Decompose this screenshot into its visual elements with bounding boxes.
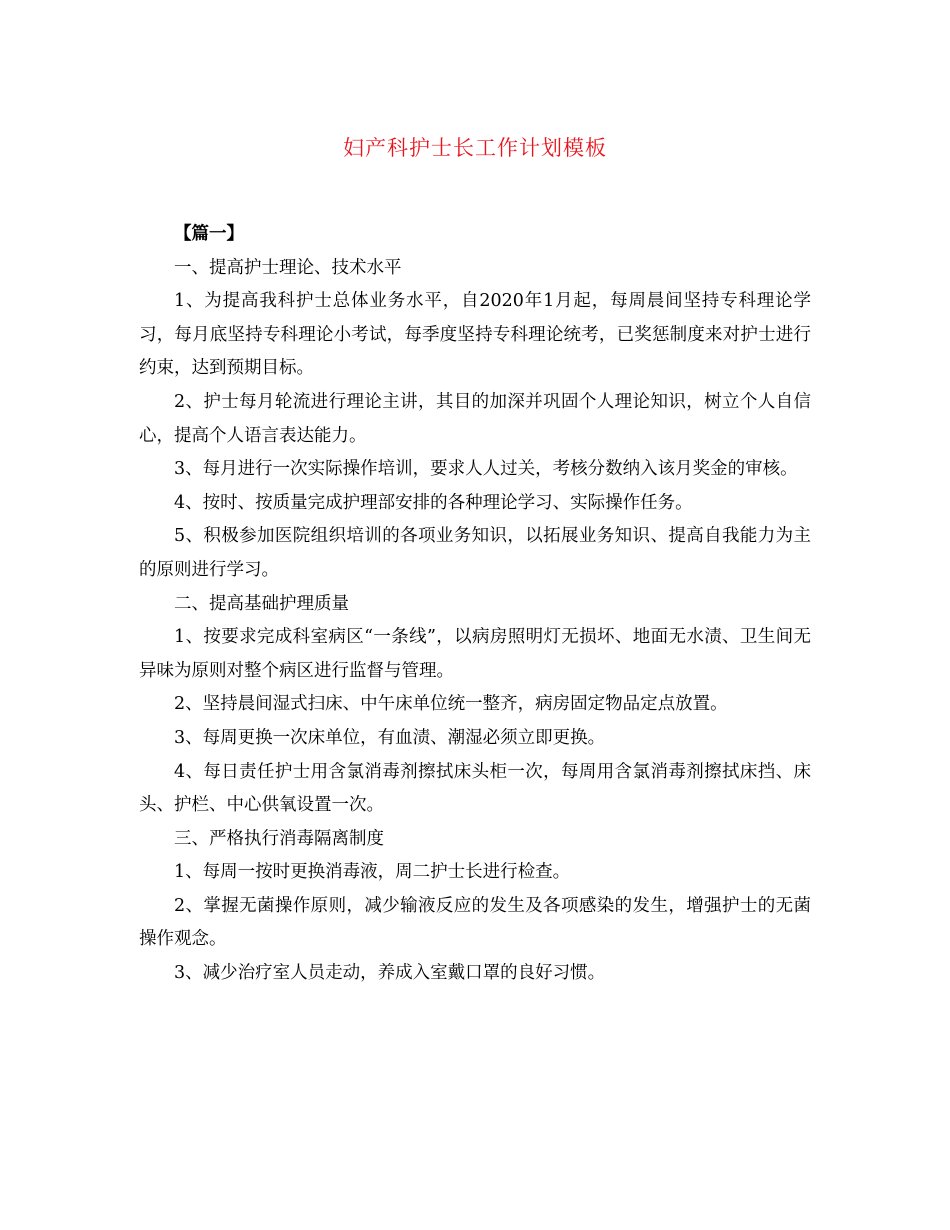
section-label: 【篇一】: [174, 224, 244, 244]
paragraph: 2、坚持晨间湿式扫床、中午床单位统一整齐，病房固定物品定点放置。: [174, 694, 728, 715]
paragraph: 3、减少治疗室人员走动，养成入室戴口罩的良好习惯。: [174, 963, 606, 984]
section-heading: 三、严格执行消毒隔离制度: [174, 828, 384, 849]
document-title: 妇产科护士长工作计划模板: [343, 136, 607, 160]
paragraph: 3、每月进行一次实际操作培训，要求人人过关，考核分数纳入该月奖金的审核。: [174, 459, 798, 480]
paragraph: 3、每周更换一次床单位，有血渍、潮湿必须立即更换。: [174, 727, 606, 748]
paragraph: 2、护士每月轮流进行理论主讲，其目的加深并巩固个人理论知识，树立个人自信心，提高个人语言表达能力。: [139, 391, 811, 446]
paragraph: 2、掌握无菌操作原则，减少输液反应的发生及各项感染的发生，增强护士的无菌操作观念。: [139, 895, 811, 950]
paragraph: 5、积极参加医院组织培训的各项业务知识，以拓展业务知识、提高自我能力为主的原则进行学习。: [139, 526, 811, 580]
paragraph: 1、按要求完成科室病区“一条线”，以病房照明灯无损坏、地面无水渍、卫生间无异味为原则对整个病区进行监督与管理。: [139, 627, 811, 681]
section-heading: 一、提高护士理论、技术水平: [174, 257, 402, 278]
paragraph: 1、每周一按时更换消毒液，周二护士长进行检查。: [174, 862, 571, 883]
paragraph: 4、每日责任护士用含氯消毒剂擦拭床头柜一次，每周用含氯消毒剂擦拭床挡、床头、护栏、中心供氧设置一次。: [139, 761, 811, 816]
document-body: [139, 218, 811, 991]
section-heading: 二、提高基础护理质量: [174, 593, 349, 614]
paragraph: 4、按时、按质量完成护理部安排的各种理论学习、实际操作任务。: [174, 492, 693, 513]
paragraph: 1、为提高我科护士总体业务水平，自2020年1月起，每周晨间坚持专科理论学习，每月底坚持专科理论小考试，每季度坚持专科理论统考，已奖惩制度来对护士进行约束，达到预期目标。: [139, 291, 811, 379]
